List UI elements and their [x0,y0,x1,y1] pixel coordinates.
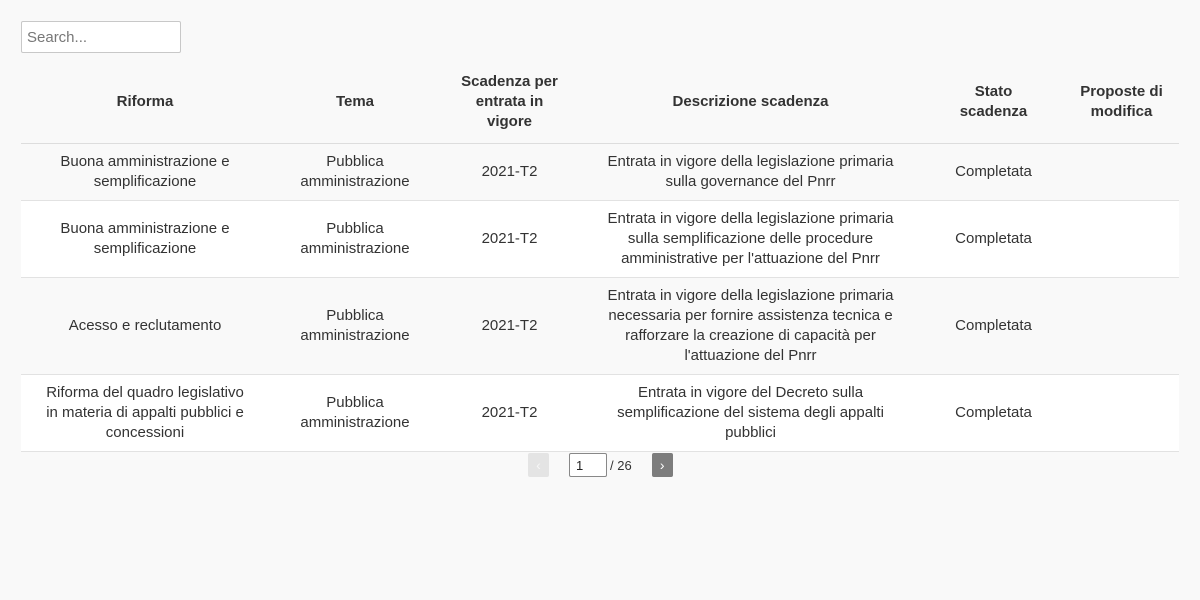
chevron-left-icon: ‹ [536,457,541,473]
cell-tema: Pubblica amministrazione [269,200,441,277]
cell-scadenza: 2021-T2 [441,277,578,374]
cell-scadenza: 2021-T2 [441,200,578,277]
cell-descrizione: Entrata in vigore della legislazione primaria sulla governance del Pnrr [578,143,923,200]
table-row [21,374,1179,451]
cell-tema: Pubblica amministrazione [269,143,441,200]
column-header-scadenza[interactable]: Scadenza per entrata in vigore [441,62,578,143]
column-header-tema[interactable]: Tema [269,62,441,143]
cell-stato: Completata [923,277,1064,374]
cell-proposte [1064,143,1179,200]
column-header-riforma[interactable]: Riforma [21,62,269,143]
cell-proposte [1064,277,1179,374]
cell-scadenza: 2021-T2 [441,143,578,200]
cell-riforma: Buona amministrazione e semplificazione [21,143,269,200]
header-row [21,62,1179,143]
data-table [21,62,1179,452]
cell-riforma: Acesso e reclutamento [21,277,269,374]
search-input[interactable] [21,21,181,53]
column-header-descrizione[interactable]: Descrizione scadenza [578,62,923,143]
cell-descrizione: Entrata in vigore del Decreto sulla semplificazione del sistema degli appalti pubblici [578,374,923,451]
column-header-proposte[interactable]: Proposte di modifica [1064,62,1179,143]
cell-descrizione: Entrata in vigore della legislazione primaria sulla semplificazione delle procedure amministrative per l'attuazione del Pnrr [578,200,923,277]
cell-descrizione: Entrata in vigore della legislazione primaria necessaria per fornire assistenza tecnica e rafforzare la creazione di capacità per l'attuazione del Pnrr [578,277,923,374]
pagination [528,453,673,477]
table-row [21,277,1179,374]
cell-stato: Completata [923,143,1064,200]
table-row [21,200,1179,277]
cell-tema: Pubblica amministrazione [269,374,441,451]
table-header [21,62,1179,143]
cell-proposte [1064,200,1179,277]
prev-page-button[interactable] [528,453,549,477]
table-body [21,143,1179,451]
total-pages-label: / 26 [610,457,632,473]
cell-stato: Completata [923,200,1064,277]
column-header-stato[interactable]: Stato scadenza [923,62,1064,143]
cell-riforma: Riforma del quadro legislativo in materia di appalti pubblici e concessioni [21,374,269,451]
table-row [21,143,1179,200]
cell-tema: Pubblica amministrazione [269,277,441,374]
cell-riforma: Buona amministrazione e semplificazione [21,200,269,277]
table-container [21,21,1179,452]
next-page-button[interactable] [652,453,673,477]
cell-scadenza: 2021-T2 [441,374,578,451]
chevron-right-icon: › [659,457,665,473]
page-number-input[interactable] [569,453,607,477]
cell-proposte [1064,374,1179,451]
cell-stato: Completata [923,374,1064,451]
